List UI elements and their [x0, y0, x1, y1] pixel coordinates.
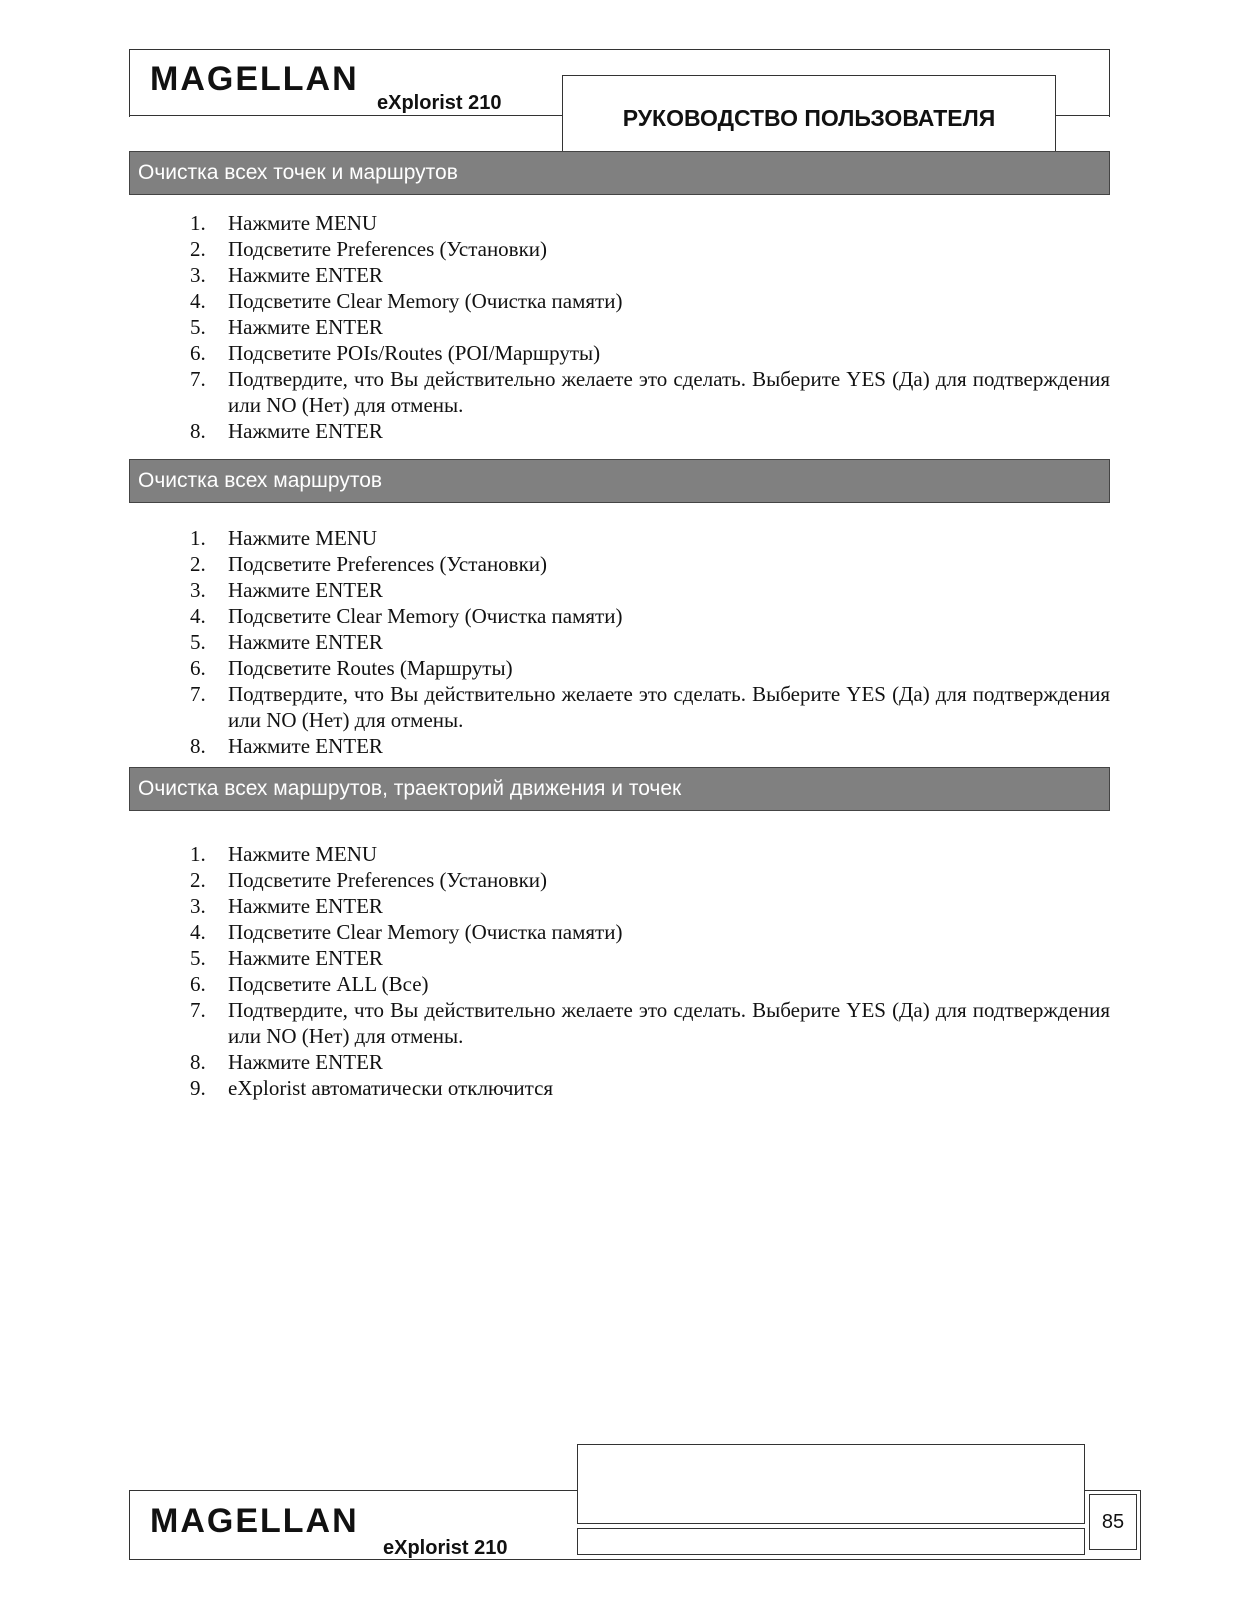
- page-number: 85: [1089, 1494, 1137, 1550]
- footer-info-box: [577, 1444, 1085, 1524]
- step-text: Подтвердите, что Вы действительно желаете это сделать. Выберите YES (Да) для подтверждения или NO (Нет) для отмены.: [228, 367, 1110, 417]
- step-text: Нажмите ENTER: [228, 1050, 383, 1074]
- step-number: 3.: [190, 894, 206, 918]
- step-text: Нажмите MENU: [228, 842, 378, 866]
- step-text: Нажмите MENU: [228, 211, 378, 235]
- header-brand-logo: MAGELLAN: [150, 60, 359, 98]
- step-number: 5.: [190, 630, 206, 654]
- step-number: 6.: [190, 972, 206, 996]
- step-text: Нажмите ENTER: [228, 578, 383, 602]
- section-title-bar: Очистка всех точек и маршрутов: [129, 151, 1110, 195]
- step-number: 4.: [190, 289, 206, 313]
- step-number: 5.: [190, 315, 206, 339]
- step-number: 6.: [190, 656, 206, 680]
- section-title-bar: Очистка всех маршрутов: [129, 459, 1110, 503]
- step-text: Нажмите ENTER: [228, 946, 383, 970]
- step-text: Подсветите Preferences (Установки): [228, 868, 548, 892]
- step-number: 7.: [190, 998, 206, 1022]
- step-number: 1.: [190, 842, 206, 866]
- step-text: Подсветите Preferences (Установки): [228, 237, 548, 261]
- step-text: Нажмите ENTER: [228, 734, 383, 758]
- step-number: 2.: [190, 868, 206, 892]
- footer-info-box: [577, 1528, 1085, 1555]
- step-number: 8.: [190, 734, 206, 758]
- footer-model-name: eXplorist 210: [383, 1537, 508, 1559]
- step-number: 7.: [190, 367, 206, 391]
- step-text: Подтвердите, что Вы действительно желаете это сделать. Выберите YES (Да) для подтверждения или NO (Нет) для отмены.: [228, 998, 1110, 1048]
- step-text: Подсветите Clear Memory (Очистка памяти): [228, 289, 623, 313]
- header-divider: [1055, 115, 1110, 116]
- step-number: 4.: [190, 920, 206, 944]
- manual-title: РУКОВОДСТВО ПОЛЬЗОВАТЕЛЯ: [562, 75, 1056, 152]
- step-text: eXplorist автоматически отключится: [228, 1076, 554, 1100]
- step-number: 5.: [190, 946, 206, 970]
- step-number: 8.: [190, 1050, 206, 1074]
- step-text: Нажмите ENTER: [228, 894, 383, 918]
- header-divider: [129, 115, 562, 116]
- step-number: 9.: [190, 1076, 206, 1100]
- step-text: Нажмите ENTER: [228, 315, 383, 339]
- step-text: Подсветите Clear Memory (Очистка памяти): [228, 604, 623, 628]
- section-title-bar: Очистка всех маршрутов, траекторий движения и точек: [129, 767, 1110, 811]
- step-number: 1.: [190, 211, 206, 235]
- step-text: Подтвердите, что Вы действительно желаете это сделать. Выберите YES (Да) для подтверждения или NO (Нет) для отмены.: [228, 682, 1110, 732]
- step-number: 3.: [190, 578, 206, 602]
- step-text: Нажмите MENU: [228, 526, 378, 550]
- step-text: Подсветите POIs/Routes (POI/Маршруты): [228, 341, 601, 365]
- step-text: Подсветите ALL (Все): [228, 972, 429, 996]
- footer-brand-logo: MAGELLAN: [150, 1502, 359, 1540]
- step-number: 8.: [190, 419, 206, 443]
- step-number: 4.: [190, 604, 206, 628]
- header-model-name: eXplorist 210: [377, 92, 502, 114]
- step-text: Подсветите Preferences (Установки): [228, 552, 548, 576]
- step-text: Нажмите ENTER: [228, 263, 383, 287]
- step-text: Нажмите ENTER: [228, 419, 383, 443]
- step-number: 2.: [190, 552, 206, 576]
- step-number: 6.: [190, 341, 206, 365]
- step-text: Подсветите Clear Memory (Очистка памяти): [228, 920, 623, 944]
- step-number: 7.: [190, 682, 206, 706]
- step-number: 2.: [190, 237, 206, 261]
- step-text: Подсветите Routes (Маршруты): [228, 656, 513, 680]
- step-text: Нажмите ENTER: [228, 630, 383, 654]
- step-number: 3.: [190, 263, 206, 287]
- step-number: 1.: [190, 526, 206, 550]
